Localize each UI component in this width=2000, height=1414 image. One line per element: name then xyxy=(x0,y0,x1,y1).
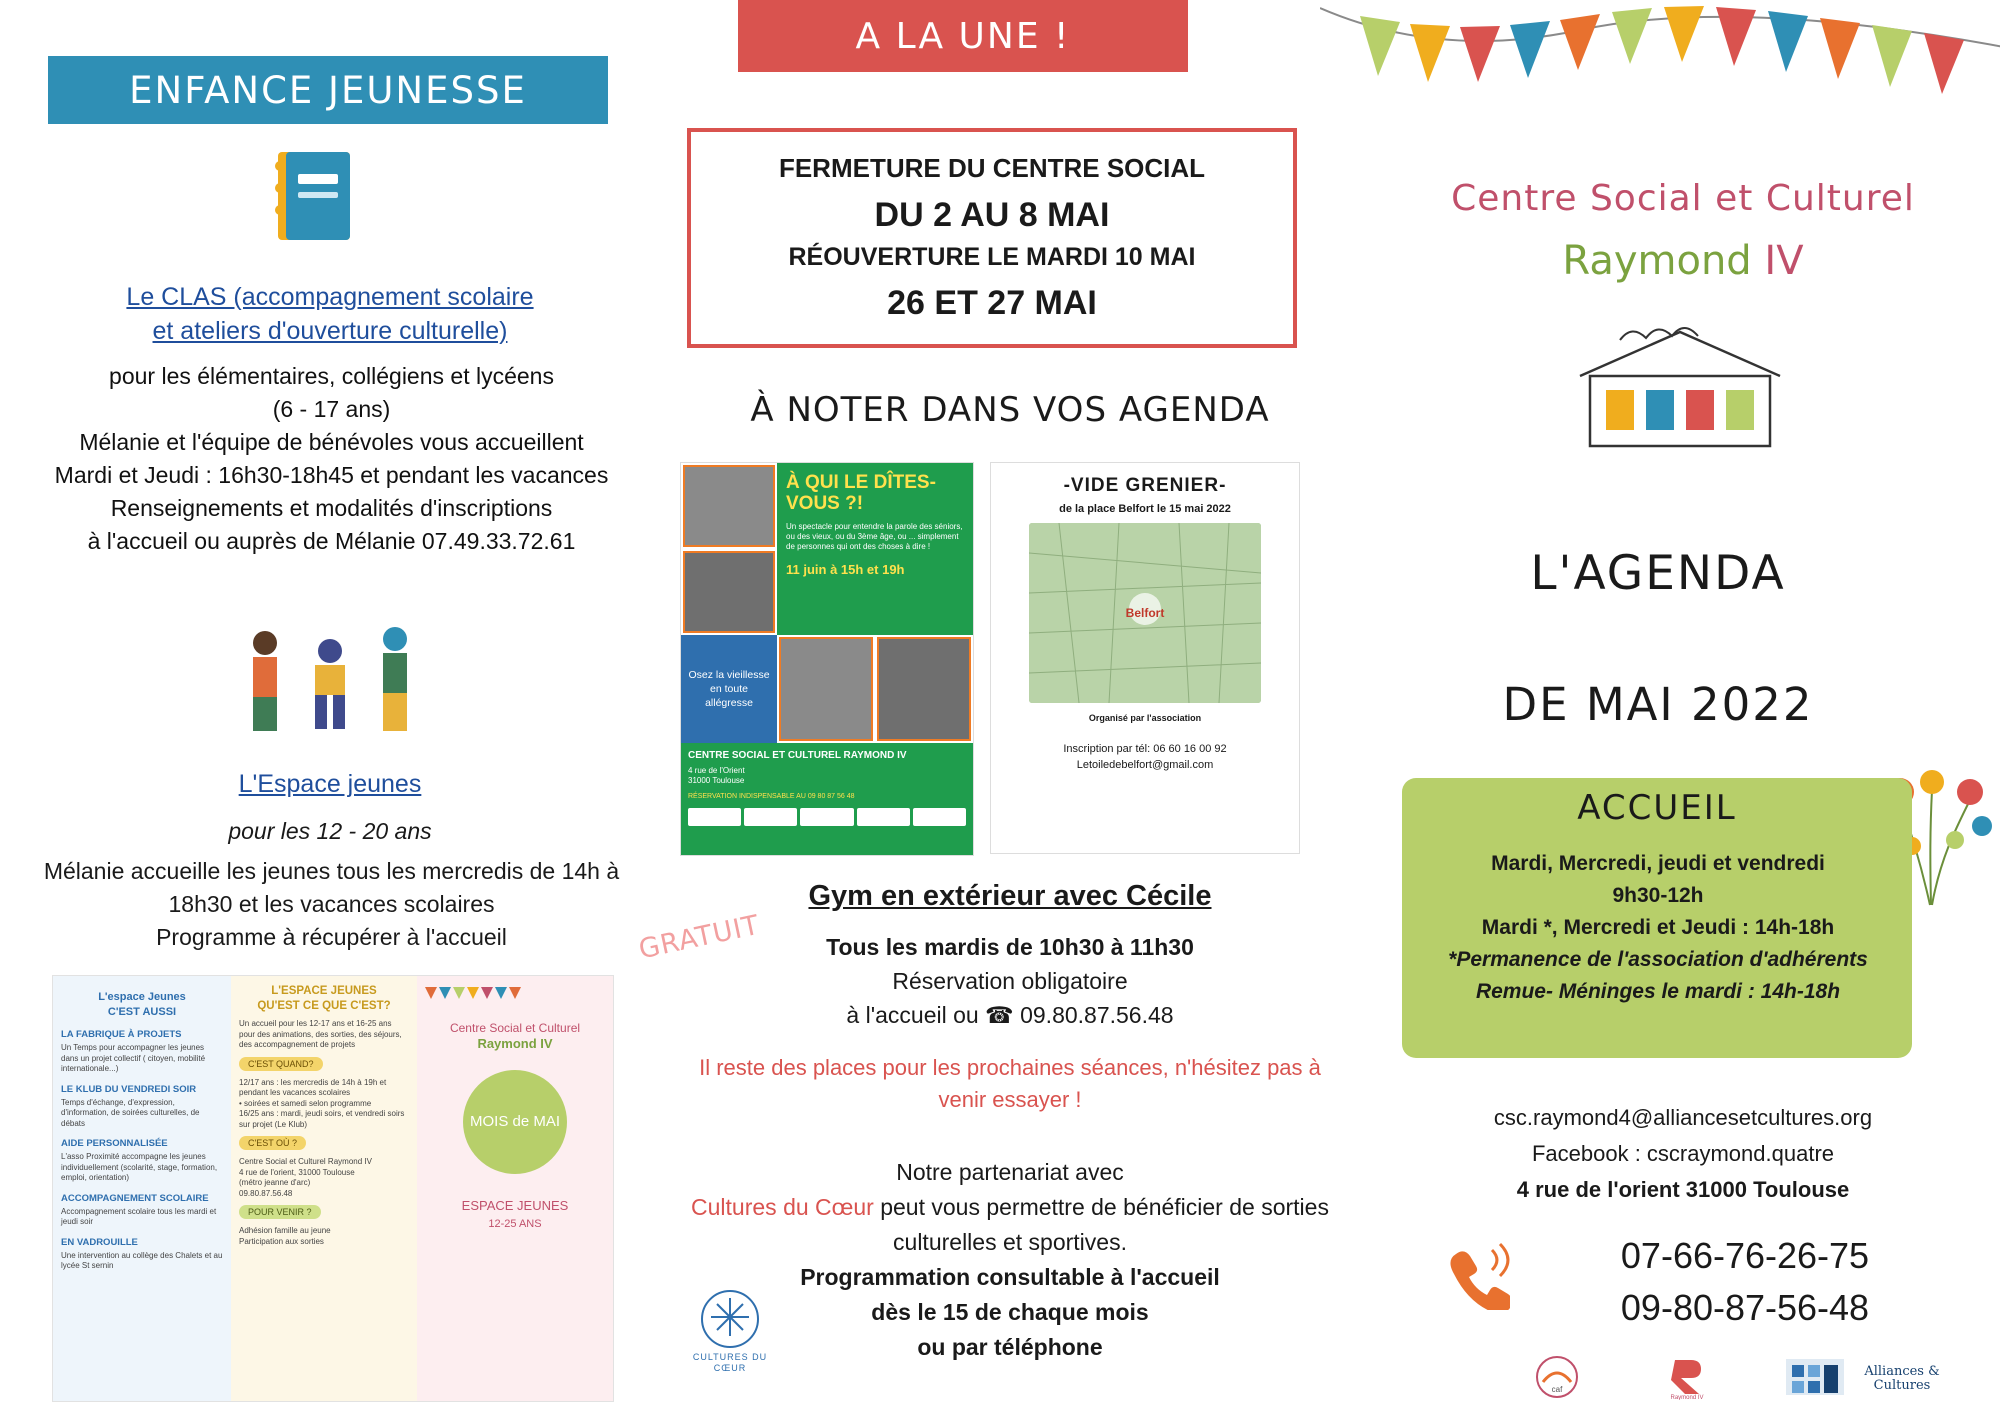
cnaf-logo xyxy=(1520,1351,1594,1403)
a-la-une-banner xyxy=(738,0,1188,72)
flyer-panel-quoi-title: L'ESPACE JEUNES QU'EST CE QUE C'EST? xyxy=(257,985,391,1012)
clas-body: pour les élémentaires, collégiens et lycéens (6 - 17 ans) Mélanie et l'équipe de bénévoles vous accueillent Mardi et Jeudi : 16h30-18h45 et pendant les vacances Renseignements et modalités d'inscriptions à l'accueil ou auprès de Mélanie 07.49.33.72.61 xyxy=(54,363,609,554)
contact-email[interactable]: csc.raymond4@alliancesetcultures.org xyxy=(1493,1105,1873,1130)
mois-de-mai-badge: MOIS de MAI xyxy=(463,1070,567,1174)
bunting-icon xyxy=(425,986,605,1002)
flyer-cover-foot-label: ESPACE JEUNES xyxy=(461,1198,569,1213)
flyer-item xyxy=(61,1193,223,1228)
vide-grenier-org: Organisé par l'association xyxy=(1088,713,1202,723)
column-identity xyxy=(1360,0,2000,1414)
partenariat-line3: Programmation consultable à l'accueil xyxy=(800,1264,1220,1290)
cultures-du-coeur-logo xyxy=(690,1290,770,1374)
phone-numbers xyxy=(1530,1230,1960,1334)
bunting-banner-icon xyxy=(1320,0,2000,110)
poster-reservation: RÉSERVATION INDISPENSABLE AU 09 80 87 56 48 xyxy=(688,793,855,800)
a-la-une-banner-label: A LA UNE ! xyxy=(855,15,1071,57)
people-illustration xyxy=(235,625,435,745)
cultures-du-coeur-caption: CULTURES DU CŒUR xyxy=(692,1352,768,1373)
flyer-item-text: Accompagnement scolaire tous les mardi et jeudi soir xyxy=(61,1206,217,1226)
clas-title-line2: et ateliers d'ouverture culturelle) xyxy=(152,317,508,345)
accueil-line5: Remue- Méninges le mardi : 14h-18h xyxy=(1475,980,1841,1003)
flyer-cover-foot xyxy=(425,1196,605,1234)
flyer-pill-quand: C'EST QUAND? xyxy=(239,1057,323,1071)
poster-address: 4 rue de l'Orient 31000 Toulouse xyxy=(688,766,745,785)
contact-facebook[interactable]: Facebook : cscraymond.quatre xyxy=(1531,1141,1835,1166)
poster-vide-grenier xyxy=(990,462,1300,854)
flyer-panel-quoi xyxy=(231,976,417,1401)
flyer-item xyxy=(61,1237,223,1272)
vide-grenier-map xyxy=(1029,523,1261,703)
accueil-line2: 9h30-12h xyxy=(1612,884,1704,907)
espace-jeunes-body: Mélanie accueille les jeunes tous les mercredis de 14h à 18h30 et les vacances scolaires Programme à récupérer à l'accueil xyxy=(43,858,620,950)
poster-title: À QUI LE DÎTES-VOUS ?! xyxy=(786,472,936,514)
gratuit-stamp: GRATUIT xyxy=(636,909,763,966)
flyer-item-title: LA FABRIQUE À PROJETS xyxy=(61,1029,182,1040)
espace-jeunes-title: L'Espace jeunes xyxy=(238,770,422,798)
flyer-item-text: Un Temps pour accompagner les jeunes dans un projet collectif ( citoyen, mobilité internationale...) xyxy=(61,1043,206,1073)
org-name-iv: IV xyxy=(1764,238,1804,284)
vide-grenier-contact xyxy=(999,741,1291,773)
accueil-body xyxy=(1408,848,1908,1008)
gym-title: Gym en extérieur avec Cécile xyxy=(808,880,1212,912)
poster-partner-logos xyxy=(688,808,966,826)
poster-side-slogan: Osez la vieillesse en toute allégresse xyxy=(681,635,777,743)
agenda-title: L'AGENDA xyxy=(1530,546,1786,601)
fermeture-line4: 26 ET 27 MAI xyxy=(887,284,1097,322)
footer-logos xyxy=(1520,1346,1960,1408)
org-name xyxy=(1378,238,1988,284)
vide-grenier-mail: Letoiledebelfort@gmail.com xyxy=(1076,759,1214,771)
vide-grenier-tel: Inscription par tél: 06 60 16 00 92 xyxy=(1063,743,1227,755)
espace-jeunes-flyer xyxy=(52,975,614,1402)
contact-address: 4 rue de l'orient 31000 Toulouse xyxy=(1516,1177,1850,1202)
fermeture-line1: FERMETURE DU CENTRE SOCIAL xyxy=(778,153,1206,183)
flyer-panel-aussi-head: L'espace Jeunes C'EST AUSSI xyxy=(98,991,186,1018)
phone-number-1: 07-66-76-26-75 xyxy=(1620,1235,1870,1276)
accueil-line3: Mardi *, Mercredi et Jeudi : 14h-18h xyxy=(1481,916,1835,939)
org-name-raymond: Raymond xyxy=(1562,238,1752,284)
gym-schedule: Tous les mardis de 10h30 à 11h30 xyxy=(826,934,1194,960)
flyer-cover-foot-ages: 12-25 ANS xyxy=(488,1218,542,1230)
svg-text:caf: caf xyxy=(1551,1385,1563,1394)
org-title: Centre Social et Culturel xyxy=(1451,178,1915,219)
enfance-jeunesse-banner xyxy=(48,56,608,124)
phone-icon xyxy=(1440,1240,1510,1310)
poster-photo-strip xyxy=(681,463,777,635)
accueil-line4: *Permanence de l'association d'adhérents xyxy=(1448,948,1868,971)
flyer-cover-title-small: Centre Social et Culturel xyxy=(449,1021,581,1035)
flyer-cover-title xyxy=(425,1020,605,1052)
partner-logo xyxy=(688,808,741,826)
accueil-title: ACCUEIL xyxy=(1577,788,1737,828)
alliances-et-cultures-logo xyxy=(1780,1351,1960,1403)
vide-grenier-subtitle: de la place Belfort le 15 mai 2022 xyxy=(1059,503,1231,515)
partenariat-block xyxy=(680,1155,1340,1365)
partenariat-line1: Notre partenariat avec xyxy=(896,1159,1124,1185)
flyer-panel-aussi xyxy=(53,976,231,1401)
notebook-icon xyxy=(258,140,368,250)
fermeture-line2: DU 2 AU 8 MAI xyxy=(874,196,1110,234)
flyer-ou-text: Centre Social et Culturel Raymond IV 4 rue de l'orient, 31000 Toulouse (métro jeanne d'arc) 09.80.87.56.48 xyxy=(239,1157,372,1198)
partenariat-line5: ou par téléphone xyxy=(917,1334,1103,1360)
svg-text:Raymond IV: Raymond IV xyxy=(1670,1395,1704,1400)
poster-mid xyxy=(681,635,973,743)
poster-description: Un spectacle pour entendre la parole des séniors, ou des vieux, ou du 3ème âge, ou ... simplement de personnes qui ont des choses à dire ! xyxy=(786,522,963,551)
partner-logo xyxy=(744,808,797,826)
flyer-item-text: Temps d'échange, d'expression, d'information, de soirées culturelles, de débats xyxy=(61,1097,200,1128)
accueil-line1: Mardi, Mercredi, jeudi et vendredi xyxy=(1491,852,1825,875)
house-illustration-icon xyxy=(1560,318,1800,458)
flyer-quand-text: 12/17 ans : les mercredis de 14h à 19h et pendant les vacances scolaires • soirées et samedi selon programme 16/25 ans : mardi, jeudi soirs, et vendredi soirs sur projet (Le Klub) xyxy=(239,1077,405,1129)
map-label-belfort: Belfort xyxy=(1125,606,1165,620)
svg-text:Alliances &: Alliances & xyxy=(1864,1364,1940,1379)
raymond-iv-logo xyxy=(1650,1351,1724,1403)
poster-footer xyxy=(681,743,973,855)
fermeture-notice xyxy=(687,128,1297,348)
flyer-item-title: AIDE PERSONNALISÉE xyxy=(61,1138,168,1149)
flyer-cover-title-big: Raymond IV xyxy=(477,1036,553,1051)
flyer-item-title: ACCOMPAGNEMENT SCOLAIRE xyxy=(61,1192,209,1204)
flyer-item xyxy=(61,1084,223,1130)
poster-green-block xyxy=(777,463,973,635)
clas-title xyxy=(30,280,630,348)
flyer-venir-text: Adhésion famille au jeune Participation aux sorties xyxy=(239,1226,331,1246)
agenda-month: DE MAI 2022 xyxy=(1502,678,1814,731)
partenariat-partner: Cultures du Cœur xyxy=(691,1194,874,1220)
poster-org: CENTRE SOCIAL ET CULTUREL RAYMOND IV xyxy=(688,750,907,761)
partenariat-line4: dès le 15 de chaque mois xyxy=(871,1299,1149,1325)
flyer-item xyxy=(61,1138,223,1184)
flyer-item-text: Une intervention au collège des Chalets et au lycée St sernin xyxy=(61,1250,223,1270)
partenariat-line2: peut vous permettre de bénéficier de sorties culturelles et sportives. xyxy=(873,1194,1329,1255)
partner-logo xyxy=(857,808,910,826)
espace-jeunes-subtitle: pour les 12 - 20 ans xyxy=(228,818,432,844)
flyer-pill-venir: POUR VENIR ? xyxy=(239,1205,321,1219)
portrait-photo xyxy=(683,551,775,633)
portrait-photo xyxy=(779,637,873,741)
vide-grenier-title: -VIDE GRENIER- xyxy=(1063,475,1227,496)
partner-logo xyxy=(913,808,966,826)
svg-text:Cultures: Cultures xyxy=(1873,1378,1931,1393)
poster-top xyxy=(681,463,973,635)
flyer-pill-ou: C'EST OÙ ? xyxy=(239,1136,306,1150)
contacts-block xyxy=(1378,1100,1988,1208)
flyer-item-title: LE KLUB DU VENDREDI SOIR xyxy=(61,1083,197,1095)
column-enfance-jeunesse xyxy=(0,0,660,1414)
enfance-jeunesse-banner-label: ENFANCE JEUNESSE xyxy=(129,68,527,112)
clas-title-line1: Le CLAS (accompagnement scolaire xyxy=(126,283,534,311)
flyer-item-text: L'asso Proximité accompagne les jeunes individuellement (scolarité, stage, formation, emploi, orientation) xyxy=(61,1152,218,1182)
gym-body xyxy=(700,930,1320,1032)
poster-a-qui-le-dites-vous xyxy=(680,462,974,856)
gym-reservation: Réservation obligatoire xyxy=(892,968,1128,994)
gym-note: Il reste des places pour les prochaines séances, n'hésitez pas à venir essayer ! xyxy=(699,1055,1321,1112)
column-a-la-une xyxy=(636,0,1360,1414)
partner-logo xyxy=(800,808,853,826)
phone-number-2: 09-80-87-56-48 xyxy=(1620,1287,1870,1328)
portrait-photo xyxy=(877,637,971,741)
agenda-heading: À NOTER DANS VOS AGENDA xyxy=(750,390,1270,430)
flyer-item xyxy=(61,1029,223,1075)
poster-date: 11 juin à 15h et 19h xyxy=(786,562,905,577)
fermeture-line3: RÉOUVERTURE LE MARDI 10 MAI xyxy=(788,243,1196,271)
flyer-panel-cover xyxy=(417,976,613,1401)
gym-contact: à l'accueil ou ☎ 09.80.87.56.48 xyxy=(846,1002,1174,1028)
snowflake-icon xyxy=(701,1290,759,1348)
flyer-item-title: EN VADROUILLE xyxy=(61,1236,138,1248)
flyer-panel-quoi-text: Un accueil pour les 12-17 ans et 16-25 ans pour des animations, des sorties, des séjours, des accompagnement de projets xyxy=(239,1019,402,1049)
portrait-photo xyxy=(683,465,775,547)
